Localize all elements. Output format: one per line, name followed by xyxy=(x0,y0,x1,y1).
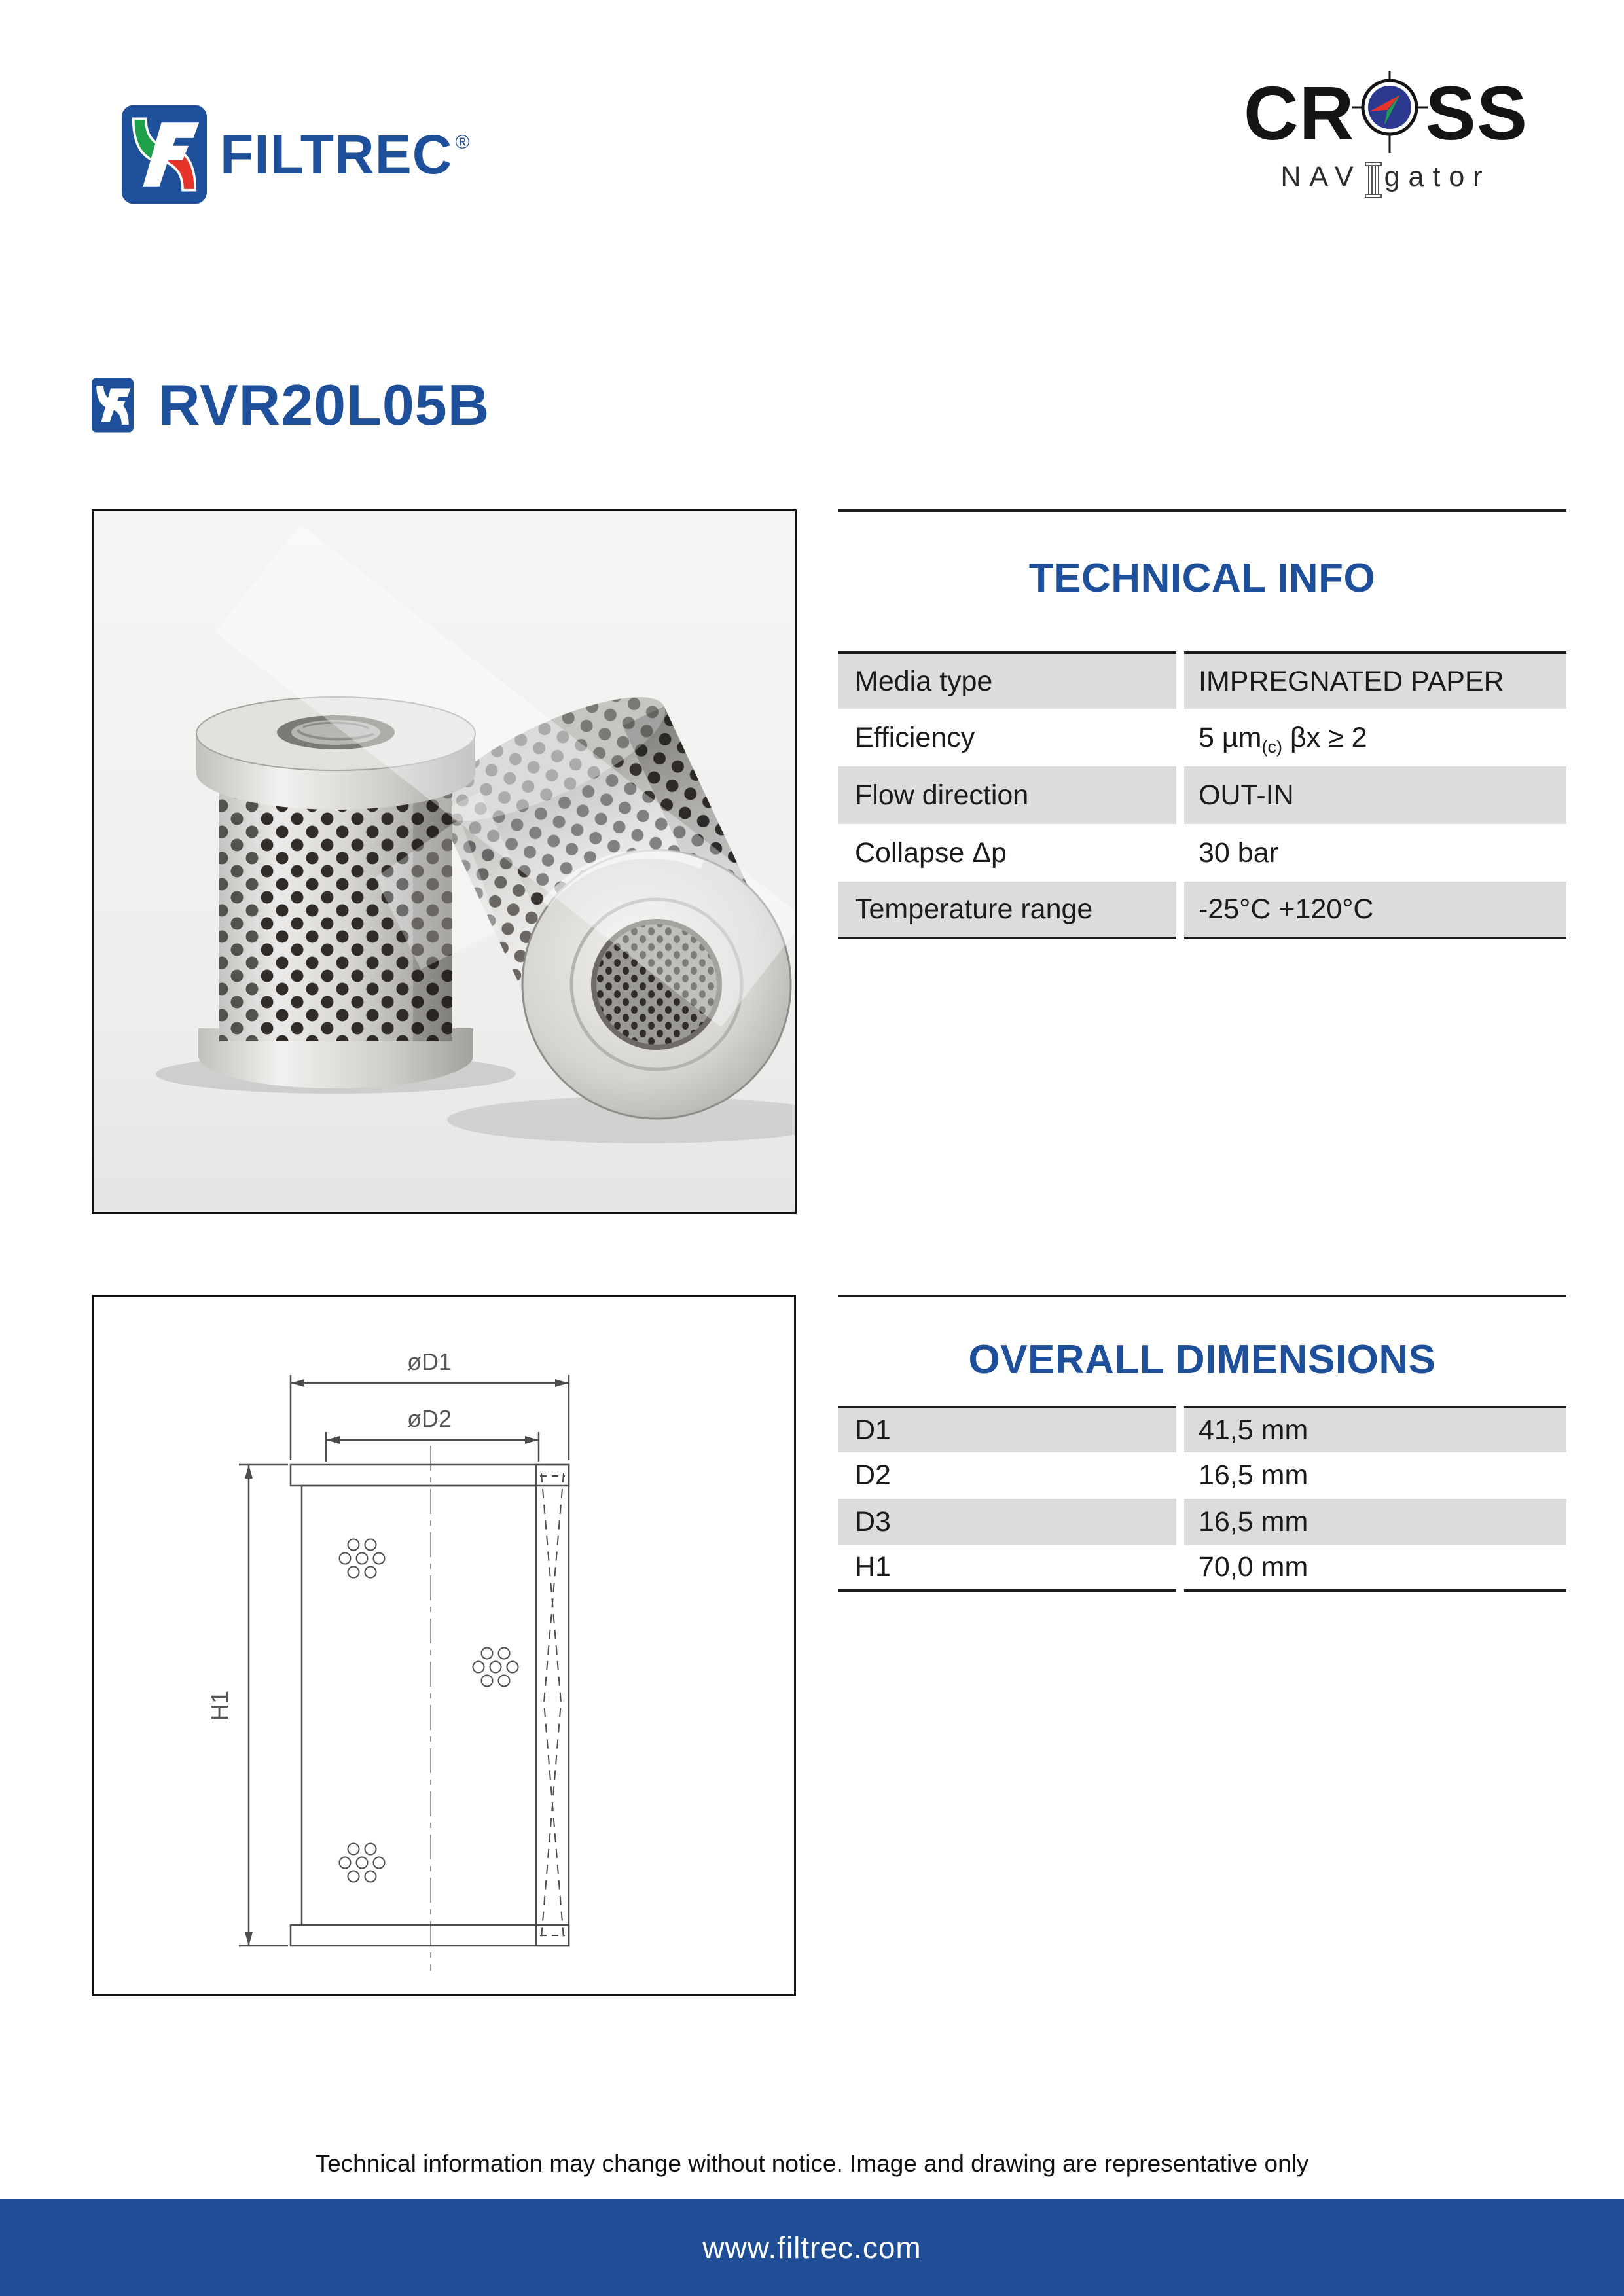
cross-text-cr: CR xyxy=(1243,71,1355,156)
product-title-row xyxy=(92,372,490,437)
table-row-label: D2 xyxy=(855,1460,891,1491)
cross-navigator-logo xyxy=(1239,73,1532,191)
table-row-value: 30 bar xyxy=(1199,836,1278,869)
table-row xyxy=(838,1499,1566,1545)
technical-drawing-image xyxy=(94,1297,794,1994)
efficiency-beta: βx ≥ 2 xyxy=(1282,721,1367,753)
dimensions-top-rule xyxy=(838,1295,1566,1297)
table-row-label: H1 xyxy=(838,1545,1176,1592)
dim-label-h1: H1 xyxy=(206,1690,233,1721)
table-row xyxy=(838,1545,1566,1592)
table-row-label: Flow direction xyxy=(838,766,1176,824)
table-row-value: -25°C +120°C xyxy=(1184,882,1566,939)
dim-label-d1: øD1 xyxy=(406,1348,452,1375)
column-gap xyxy=(1176,1545,1184,1592)
table-row xyxy=(838,651,1566,709)
column-gap xyxy=(1176,766,1184,824)
table-row-label: D3 xyxy=(838,1499,1176,1545)
filtrec-logo-icon xyxy=(122,105,207,204)
filtrec-wordmark xyxy=(220,124,471,185)
table-row-value: 16,5 mm xyxy=(1184,1499,1566,1545)
table-row xyxy=(838,766,1566,824)
column-gap xyxy=(1176,824,1184,882)
tech-info-title: TECHNICAL INFO xyxy=(1028,556,1376,601)
technical-drawing xyxy=(92,1295,796,1996)
product-photo xyxy=(92,509,797,1214)
registered-mark: ® xyxy=(455,132,471,153)
product-code-icon xyxy=(92,378,134,433)
column-gap xyxy=(1176,1452,1184,1499)
table-row-label: D1 xyxy=(838,1406,1176,1452)
column-gap xyxy=(1176,709,1184,766)
table-row-label: Efficiency xyxy=(855,721,975,753)
table-row-value: OUT-IN xyxy=(1184,766,1566,824)
cross-text-ss: SS xyxy=(1425,71,1528,156)
product-photo-image xyxy=(94,511,795,1212)
table-row xyxy=(838,1406,1566,1452)
table-row-label: Temperature range xyxy=(838,882,1176,939)
nav-text: NAV xyxy=(1280,161,1362,192)
technical-info-table xyxy=(838,651,1566,939)
dimensions-title: OVERALL DIMENSIONS xyxy=(968,1337,1436,1382)
table-row xyxy=(838,824,1566,882)
table-row-value: 16,5 mm xyxy=(1199,1460,1308,1491)
table-row-value: IMPREGNATED PAPER xyxy=(1184,651,1566,709)
navigator-wordmark xyxy=(1239,156,1532,191)
tech-info-top-rule xyxy=(838,509,1566,512)
table-row-label: Media type xyxy=(838,651,1176,709)
table-row-value: 70,0 mm xyxy=(1184,1545,1566,1592)
product-code: RVR20L05B xyxy=(158,372,490,437)
filtrec-logo xyxy=(122,105,471,204)
footer-disclaimer: Technical information may change without notice. Image and drawing are representative only xyxy=(315,2150,1309,2177)
column-gap xyxy=(1176,1499,1184,1545)
column-icon xyxy=(1365,162,1382,198)
table-row-value: 41,5 mm xyxy=(1184,1406,1566,1452)
column-gap xyxy=(1176,1406,1184,1452)
perforation-clusters xyxy=(340,1539,518,1882)
compass-icon xyxy=(1356,73,1424,153)
column-gap xyxy=(1176,651,1184,709)
table-row xyxy=(838,882,1566,939)
column-gap xyxy=(1176,882,1184,939)
footer-bar xyxy=(0,2199,1624,2296)
table-row xyxy=(838,709,1566,766)
table-row-value xyxy=(1184,709,1566,766)
efficiency-value: 5 µm xyxy=(1199,721,1262,753)
efficiency-subscript: (c) xyxy=(1261,736,1282,757)
table-row xyxy=(838,1452,1566,1499)
table-row-label: Collapse Δp xyxy=(855,836,1007,869)
cross-wordmark xyxy=(1239,71,1532,156)
brand-name: FILTREC xyxy=(220,124,453,185)
dim-label-d2: øD2 xyxy=(406,1405,452,1432)
gator-text: gator xyxy=(1384,161,1491,192)
website-link[interactable]: www.filtrec.com xyxy=(702,2231,922,2265)
dimensions-table xyxy=(838,1406,1566,1592)
